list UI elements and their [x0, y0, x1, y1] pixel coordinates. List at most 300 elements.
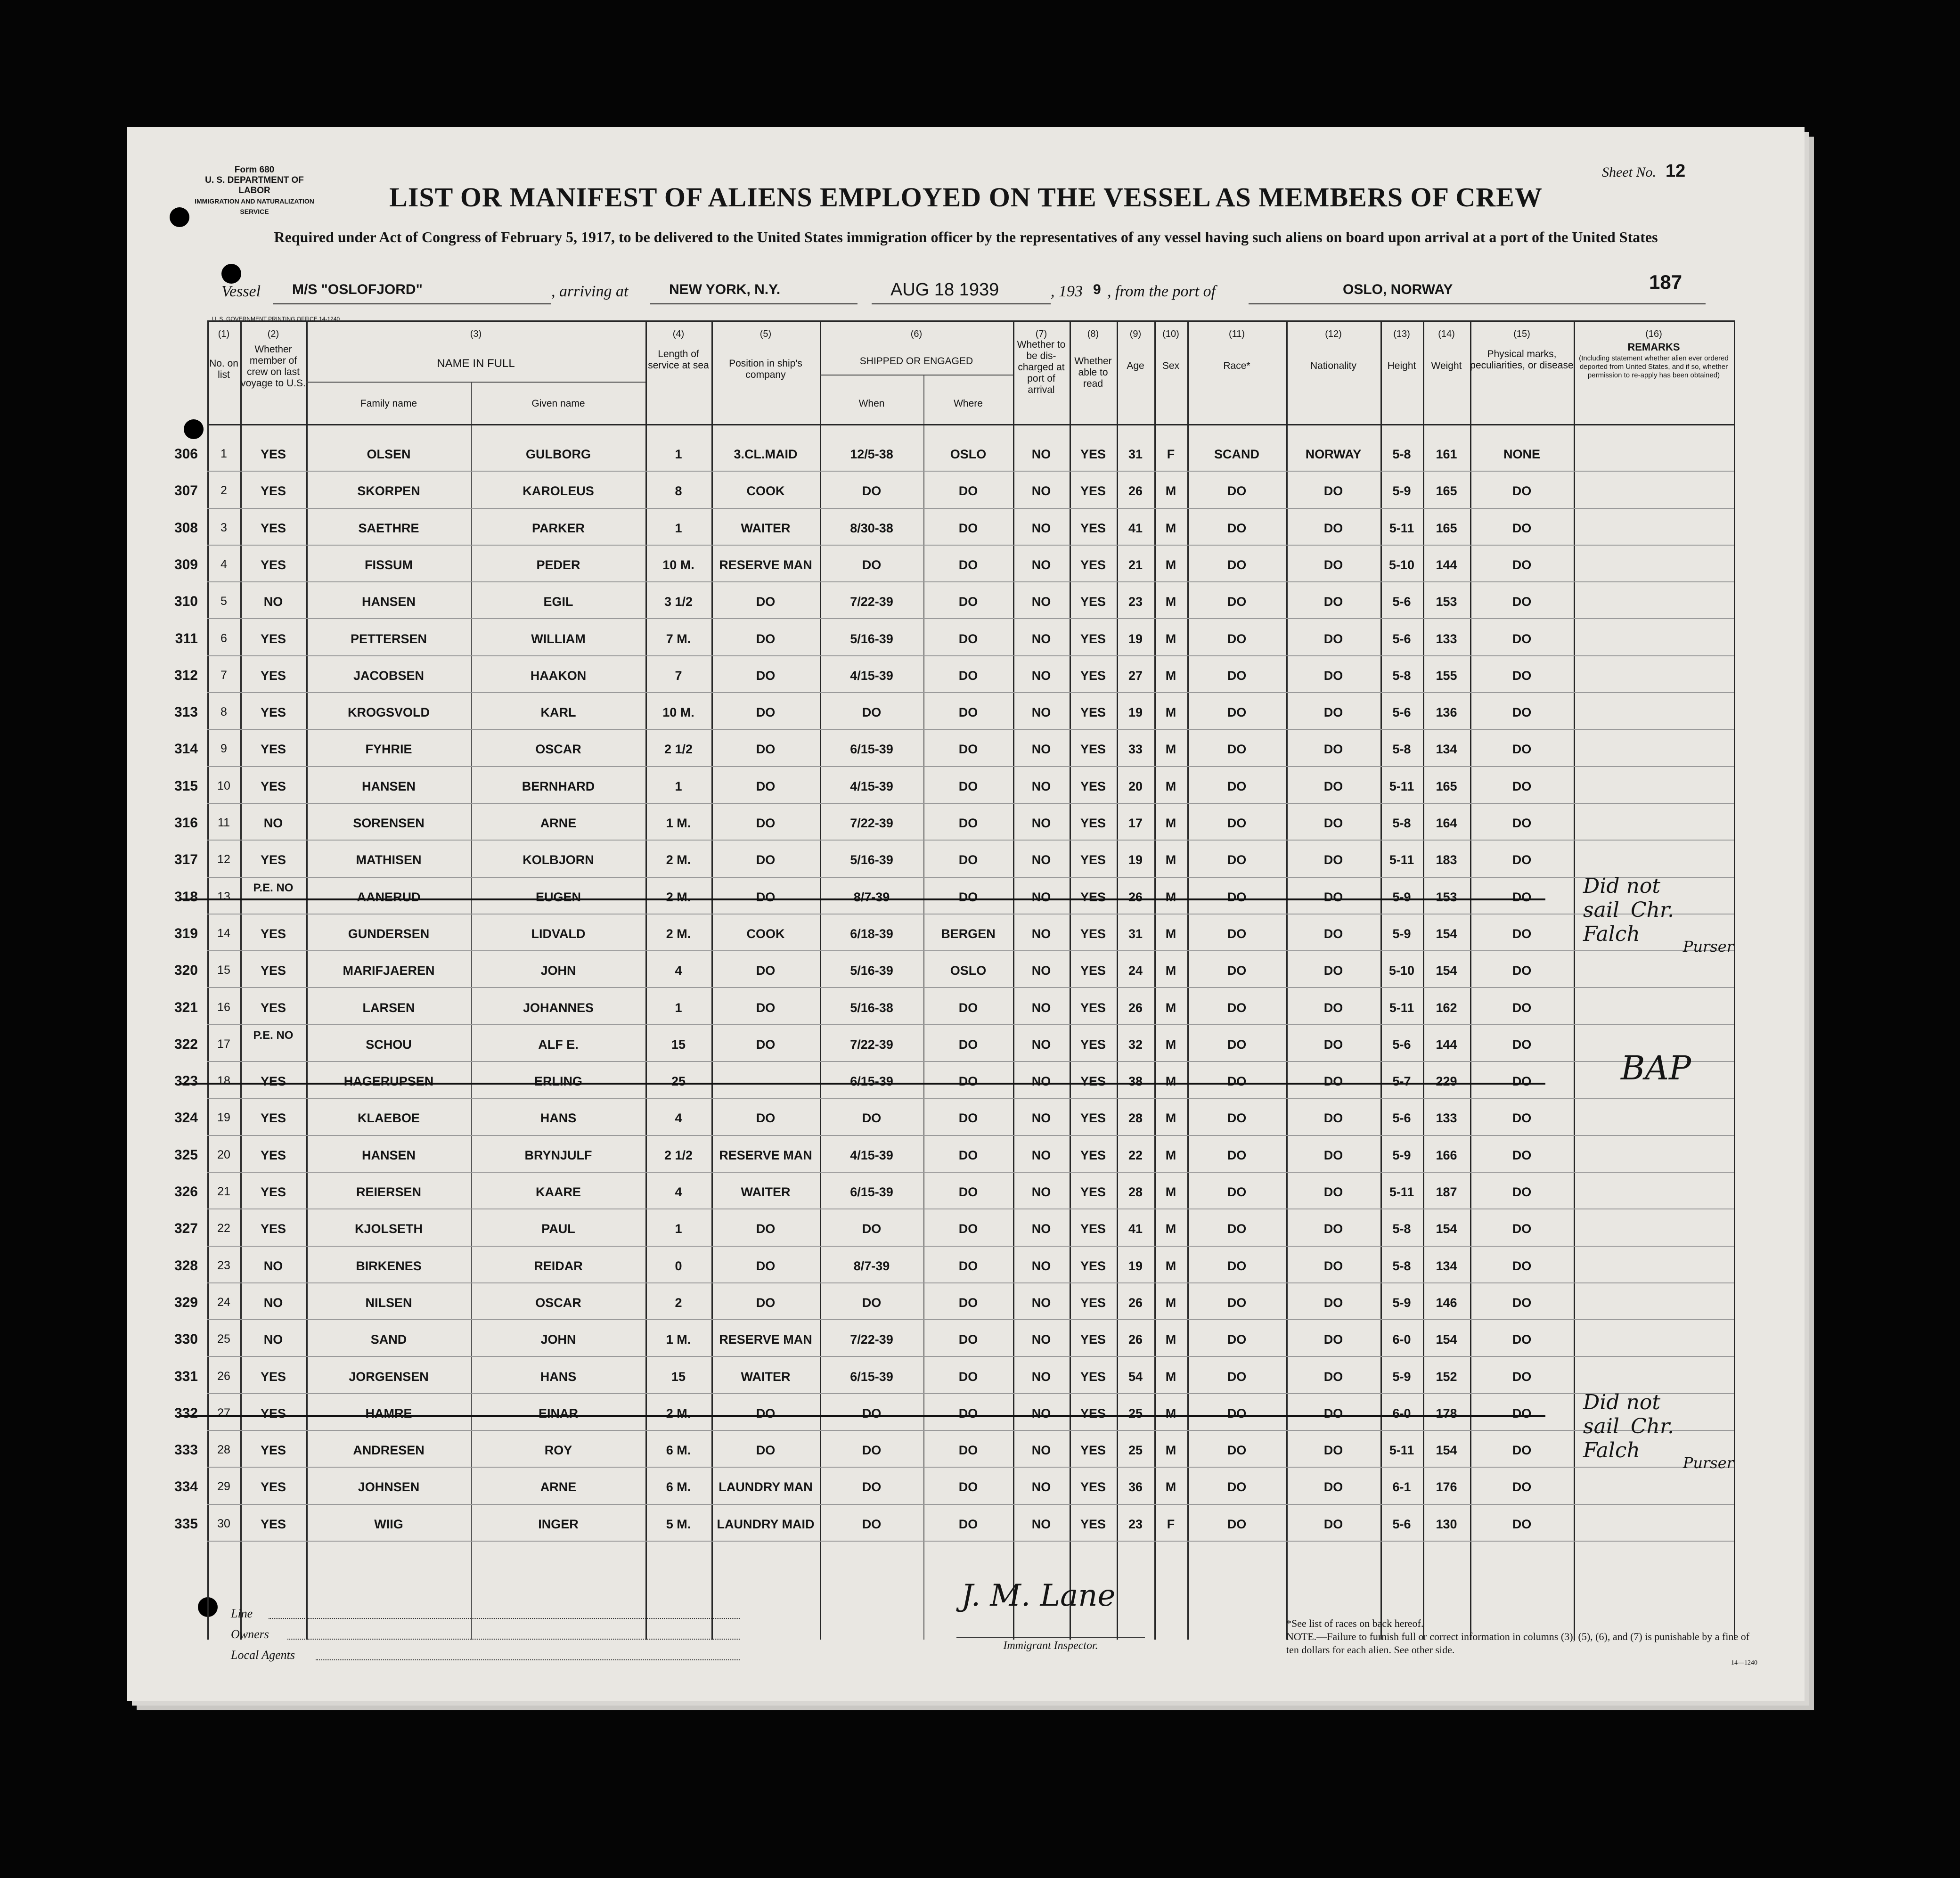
table-row: [174, 436, 1734, 473]
cell-given-name: KARL: [540, 705, 576, 720]
cell-length: 1: [675, 447, 682, 461]
handwritten-remark: [1583, 874, 1734, 955]
cell-sex: M: [1165, 1406, 1176, 1421]
cell-race: DO: [1227, 1517, 1247, 1531]
arrival-date: AUG 18 1939: [890, 280, 999, 300]
cell-last-voyage: YES: [260, 1443, 286, 1458]
column-number: (4): [672, 329, 685, 339]
cell-when: 6/15-39: [850, 1369, 893, 1384]
cell-race: DO: [1227, 1111, 1247, 1126]
cell-weight: 165: [1436, 484, 1457, 498]
cell-discharged: NO: [1031, 1148, 1051, 1162]
cell-position: COOK: [746, 926, 785, 941]
form-number: Form 680: [234, 165, 275, 175]
cell-last-voyage: YES: [260, 779, 286, 793]
form-code: 14—1240: [1731, 1659, 1757, 1666]
header-length-of-service: Length of service at sea: [648, 349, 709, 371]
cell-when: 7/22-39: [850, 595, 893, 609]
cell-given-name: INGER: [538, 1517, 579, 1531]
cell-no: 16: [217, 1000, 230, 1014]
cell-last-voyage: NO: [263, 1295, 283, 1310]
cell-discharged: NO: [1031, 595, 1051, 609]
table-row: [174, 952, 1734, 989]
cell-age: 26: [1128, 1000, 1143, 1015]
cell-weight: 154: [1436, 1332, 1457, 1347]
table-row: [175, 621, 1734, 657]
cell-physical: DO: [1512, 1111, 1532, 1126]
cell-where: DO: [958, 853, 978, 867]
cell-nationality: DO: [1323, 1037, 1343, 1052]
table-row: [174, 1063, 1734, 1100]
cell-age: 19: [1128, 1258, 1143, 1273]
cell-age: 17: [1128, 816, 1143, 830]
cell-able-to-read: YES: [1080, 890, 1106, 904]
cell-given-name: EINAR: [538, 1406, 578, 1421]
cell-height: 5-10: [1388, 963, 1415, 978]
cell-when: 8/7-39: [853, 1258, 890, 1273]
table-row: [174, 1137, 1734, 1174]
cell-family-name: AANERUD: [357, 890, 421, 904]
table-row: [174, 1321, 1734, 1358]
cell-when: 8/7-39: [853, 890, 890, 904]
cell-family-name: GUNDERSEN: [348, 926, 430, 941]
line-label: Line: [231, 1607, 253, 1620]
cell-family-name: REIERSEN: [356, 1185, 422, 1199]
cell-age: 36: [1128, 1480, 1143, 1494]
cell-family-name: BIRKENES: [356, 1258, 422, 1273]
cell-position: DO: [756, 595, 776, 609]
cell-height: 5-11: [1389, 1185, 1414, 1199]
table-row: [174, 510, 1734, 547]
cell-where: DO: [958, 1148, 978, 1162]
service: IMMIGRATION AND NATURALIZATION SERVICE: [195, 197, 314, 215]
table-row: [174, 1026, 1734, 1063]
cell-given-name: ROY: [544, 1443, 572, 1458]
cell-nationality: DO: [1323, 1332, 1343, 1347]
cell-height: 5-8: [1392, 742, 1411, 757]
cell-able-to-read: YES: [1080, 1074, 1106, 1089]
cell-discharged: NO: [1031, 705, 1051, 720]
cell-family-name: NILSEN: [365, 1295, 412, 1310]
local-agents-label: Local Agents: [231, 1648, 295, 1662]
crew-table: [174, 320, 1734, 1640]
cell-when: 7/22-39: [850, 1332, 893, 1347]
cell-discharged: NO: [1031, 1332, 1051, 1347]
cell-position: DO: [756, 779, 776, 793]
cell-family-name: HANSEN: [361, 595, 416, 609]
cell-nationality: DO: [1323, 779, 1343, 793]
cell-height: 5-6: [1392, 631, 1411, 646]
cell-nationality: DO: [1323, 1074, 1343, 1089]
cell-family-name: PETTERSEN: [350, 631, 427, 646]
cell-when: DO: [862, 705, 882, 720]
cell-discharged: NO: [1031, 742, 1051, 757]
cell-last-voyage: YES: [260, 1148, 286, 1162]
cell-where: DO: [958, 1258, 978, 1273]
cell-weight: 154: [1436, 926, 1457, 941]
cell-discharged: NO: [1031, 1111, 1051, 1126]
cell-weight: 133: [1436, 631, 1457, 646]
cell-length: 2 M.: [666, 853, 691, 867]
cell-last-voyage: YES: [260, 705, 286, 720]
cell-able-to-read: YES: [1080, 521, 1106, 535]
cell-race: DO: [1227, 1295, 1247, 1310]
cell-discharged: NO: [1031, 1222, 1051, 1236]
cell-height: 5-8: [1392, 447, 1411, 461]
cell-age: 26: [1128, 1332, 1143, 1347]
list-line-number: 317: [174, 852, 198, 868]
cell-when: 4/15-39: [850, 1148, 893, 1162]
cell-position: WAITER: [741, 521, 791, 535]
cell-age: 38: [1128, 1074, 1143, 1089]
cell-length: 6 M.: [666, 1480, 691, 1494]
cell-weight: 155: [1436, 668, 1457, 683]
cell-family-name: LARSEN: [362, 1000, 415, 1015]
cell-age: 31: [1128, 447, 1143, 461]
cell-discharged: NO: [1031, 631, 1051, 646]
list-line-number: 332: [174, 1405, 198, 1421]
cell-where: DO: [958, 1332, 978, 1347]
cell-age: 32: [1128, 1037, 1143, 1052]
cell-position: DO: [756, 1443, 776, 1458]
cell-nationality: DO: [1323, 890, 1343, 904]
cell-physical: DO: [1512, 926, 1532, 941]
cell-physical: DO: [1512, 816, 1532, 830]
cell-able-to-read: YES: [1080, 631, 1106, 646]
cell-sex: M: [1165, 742, 1176, 757]
header-where: Where: [954, 398, 983, 409]
cell-sex: M: [1165, 779, 1176, 793]
cell-length: 1: [675, 1000, 682, 1015]
cell-family-name: SAETHRE: [358, 521, 419, 535]
cell-age: 33: [1128, 742, 1143, 757]
cell-where: DO: [958, 668, 978, 683]
cell-height: 5-11: [1389, 853, 1414, 867]
cell-age: 26: [1128, 1295, 1143, 1310]
cell-last-voyage: NO: [263, 1258, 283, 1273]
cell-able-to-read: YES: [1080, 1517, 1106, 1531]
cell-race: DO: [1227, 890, 1247, 904]
column-number: (13): [1393, 329, 1410, 339]
cell-family-name: MATHISEN: [356, 853, 422, 867]
list-line-number: 316: [174, 815, 198, 831]
cell-length: 7: [675, 668, 682, 683]
cell-no: 29: [217, 1480, 230, 1494]
cell-last-voyage: NO: [263, 816, 283, 830]
cell-length: 1 M.: [666, 816, 691, 830]
cell-sex: M: [1165, 521, 1176, 535]
cell-length: 15: [671, 1369, 686, 1384]
list-line-number: 319: [174, 925, 198, 941]
cell-given-name: JOHN: [540, 1332, 576, 1347]
cell-family-name: KLAEBOE: [357, 1111, 420, 1126]
cell-family-name: HANSEN: [361, 1148, 416, 1162]
table-row: [174, 1358, 1734, 1395]
cell-able-to-read: YES: [1080, 447, 1106, 461]
column-number: (5): [760, 329, 772, 339]
cell-discharged: NO: [1031, 1480, 1051, 1494]
cell-given-name: JOHN: [540, 963, 576, 978]
page-subtitle: Required under Act of Congress of February 5, 1917, to be delivered to the United States immigration officer by the representatives of any vessel having such aliens on board upon arrival at a port of the United States: [274, 229, 1658, 245]
cell-physical: DO: [1512, 1332, 1532, 1347]
cell-given-name: PARKER: [531, 521, 585, 535]
header-race: Race*: [1223, 360, 1250, 371]
printing-office: U. S. GOVERNMENT PRINTING OFFICE 14-1240: [212, 316, 340, 322]
cell-where: DO: [958, 816, 978, 830]
header-weight: Weight: [1431, 360, 1462, 371]
table-row: [174, 473, 1734, 509]
cell-given-name: KOLBJORN: [523, 853, 594, 867]
cell-nationality: DO: [1323, 557, 1343, 572]
table-row: [174, 989, 1734, 1026]
cell-where: DO: [958, 1037, 978, 1052]
cell-family-name: SORENSEN: [353, 816, 425, 830]
cell-height: 5-9: [1392, 1295, 1411, 1310]
cell-age: 23: [1128, 595, 1143, 609]
cell-height: 5-6: [1392, 1517, 1411, 1531]
list-line-number: 325: [174, 1147, 198, 1163]
cell-able-to-read: YES: [1080, 705, 1106, 720]
column-number: (6): [910, 329, 923, 339]
cell-when: 6/18-39: [850, 926, 893, 941]
cell-able-to-read: YES: [1080, 1369, 1106, 1384]
list-line-number: 322: [174, 1036, 198, 1052]
cell-where: DO: [958, 484, 978, 498]
cell-where: BERGEN: [941, 926, 996, 941]
cell-last-voyage: YES: [260, 447, 286, 461]
cell-physical: DO: [1512, 1222, 1532, 1236]
cell-height: 5-6: [1392, 595, 1411, 609]
cell-height: 5-9: [1392, 926, 1411, 941]
cell-nationality: DO: [1323, 853, 1343, 867]
list-line-number: 331: [174, 1368, 198, 1384]
cell-physical: DO: [1512, 521, 1532, 535]
cell-position: DO: [756, 853, 776, 867]
column-number: (16): [1645, 329, 1662, 339]
cell-position: DO: [756, 963, 776, 978]
remark-text: Did not sail: [1583, 874, 1661, 922]
cell-age: 20: [1128, 779, 1143, 793]
cell-no: 22: [217, 1222, 230, 1235]
cell-family-name: SKORPEN: [357, 484, 420, 498]
cell-where: DO: [958, 1443, 978, 1458]
cell-given-name: BERNHARD: [522, 779, 595, 793]
cell-given-name: BRYNJULF: [524, 1148, 592, 1162]
cell-weight: 165: [1436, 521, 1457, 535]
cell-discharged: NO: [1031, 853, 1051, 867]
cell-age: 19: [1128, 631, 1143, 646]
cell-physical: DO: [1512, 742, 1532, 757]
header-able-to-read: Whether able to read: [1074, 356, 1112, 389]
cell-length: 2 M.: [666, 1406, 691, 1421]
cell-physical: DO: [1512, 1406, 1532, 1421]
cell-when: 6/15-39: [850, 742, 893, 757]
cell-age: 24: [1128, 963, 1143, 978]
column-number: (1): [218, 329, 230, 339]
list-line-number: 321: [174, 999, 198, 1015]
cell-no: 28: [217, 1443, 230, 1457]
cell-age: 41: [1128, 521, 1143, 535]
cell-able-to-read: YES: [1080, 595, 1106, 609]
table-row: [174, 1174, 1734, 1210]
cell-height: 5-11: [1389, 1443, 1414, 1458]
cell-last-voyage: YES: [260, 557, 286, 572]
cell-given-name: ERLING: [534, 1074, 582, 1089]
cell-no: 10: [217, 779, 230, 792]
cell-when: DO: [862, 1295, 882, 1310]
cell-where: OSLO: [950, 447, 987, 461]
punch-hole: [184, 419, 204, 439]
cell-race: DO: [1227, 1258, 1247, 1273]
cell-length: 0: [675, 1258, 682, 1273]
header-remarks: REMARKS: [1627, 341, 1680, 353]
cell-no: 24: [217, 1295, 230, 1309]
strike-through-line: [179, 898, 1545, 900]
cell-weight: 146: [1436, 1295, 1457, 1310]
list-line-number: 327: [174, 1221, 198, 1237]
cell-physical: DO: [1512, 1074, 1532, 1089]
cell-physical: DO: [1512, 1037, 1532, 1052]
cell-discharged: NO: [1031, 1185, 1051, 1199]
cell-last-voyage: NO: [263, 1332, 283, 1347]
cell-family-name: JOHNSEN: [358, 1480, 420, 1494]
cell-race: DO: [1227, 631, 1247, 646]
cell-position: RESERVE MAN: [719, 1148, 812, 1162]
cell-age: 19: [1128, 853, 1143, 867]
cell-length: 4: [675, 1111, 682, 1126]
list-line-number: 313: [174, 704, 198, 720]
cell-race: DO: [1227, 1185, 1247, 1199]
cell-physical: DO: [1512, 1185, 1532, 1199]
cell-height: 5-8: [1392, 1222, 1411, 1236]
cell-position: DO: [756, 1111, 776, 1126]
cell-weight: 154: [1436, 1443, 1457, 1458]
cell-family-name: JACOBSEN: [353, 668, 425, 683]
header-discharged: Whether to be dis-charged at port of arrival: [1017, 339, 1066, 395]
cell-position: 3.CL.MAID: [734, 447, 798, 461]
cell-given-name: LIDVALD: [531, 926, 586, 941]
list-line-number: 330: [174, 1331, 198, 1347]
cell-given-name: EGIL: [543, 595, 573, 609]
cell-given-name: PEDER: [536, 557, 580, 572]
cell-sex: F: [1167, 447, 1175, 461]
cell-race: DO: [1227, 1074, 1247, 1089]
cell-able-to-read: YES: [1080, 668, 1106, 683]
cell-race: DO: [1227, 557, 1247, 572]
cell-where: DO: [958, 742, 978, 757]
header-position: Position in ship's company: [729, 358, 802, 380]
cell-sex: M: [1165, 1480, 1176, 1494]
cell-discharged: NO: [1031, 1406, 1051, 1421]
cell-no: 18: [217, 1074, 230, 1088]
cell-when: 7/22-39: [850, 816, 893, 830]
list-line-number: 326: [174, 1184, 198, 1200]
cell-where: DO: [958, 890, 978, 904]
table-row: [174, 547, 1734, 583]
cell-age: 22: [1128, 1148, 1143, 1162]
cell-no: 19: [217, 1111, 230, 1125]
cell-physical: NONE: [1503, 447, 1540, 461]
cell-race: DO: [1227, 963, 1247, 978]
cell-weight: 153: [1436, 890, 1457, 904]
table-row: [174, 1469, 1734, 1505]
cell-no: 7: [220, 668, 227, 682]
cell-length: 10 M.: [662, 557, 694, 572]
cell-given-name: WILLIAM: [531, 631, 586, 646]
cell-last-voyage: YES: [260, 631, 286, 646]
cell-nationality: DO: [1323, 1148, 1343, 1162]
cell-able-to-read: YES: [1080, 853, 1106, 867]
table-row: [174, 1248, 1734, 1284]
header-nationality: Nationality: [1310, 360, 1357, 371]
cell-when: 8/30-38: [850, 521, 893, 535]
cell-length: 2 1/2: [664, 1148, 693, 1162]
cell-given-name: REIDAR: [534, 1258, 583, 1273]
cell-weight: 154: [1436, 963, 1457, 978]
cell-no: 3: [220, 521, 227, 534]
cell-last-voyage: YES: [260, 1222, 286, 1236]
header-shipped-or-engaged: SHIPPED OR ENGAGED: [859, 356, 973, 367]
cell-given-name: HANS: [540, 1111, 577, 1126]
cell-race: DO: [1227, 1480, 1247, 1494]
cell-nationality: DO: [1323, 1111, 1343, 1126]
cell-length: 2 1/2: [664, 742, 693, 757]
cell-last-voyage: P.E. NO: [253, 881, 294, 894]
cell-race: DO: [1227, 595, 1247, 609]
cell-last-voyage: YES: [260, 1406, 286, 1421]
cell-length: 2: [675, 1295, 682, 1310]
header-given-name: Given name: [531, 398, 585, 409]
cell-sex: M: [1165, 705, 1176, 720]
arrival-port: NEW YORK, N.Y.: [669, 282, 781, 297]
punch-hole: [221, 264, 241, 284]
cell-length: 4: [675, 1185, 682, 1199]
cell-sex: M: [1165, 853, 1176, 867]
cell-position: RESERVE MAN: [719, 557, 812, 572]
cell-length: 8: [675, 484, 682, 498]
cell-race: DO: [1227, 926, 1247, 941]
cell-weight: 144: [1436, 557, 1457, 572]
cell-when: DO: [862, 1222, 882, 1236]
cell-discharged: NO: [1031, 1517, 1051, 1531]
cell-age: 19: [1128, 705, 1143, 720]
cell-physical: DO: [1512, 779, 1532, 793]
cell-position: DO: [756, 1258, 776, 1273]
page-stamp: 187: [1649, 271, 1682, 293]
list-line-number: 309: [174, 556, 198, 572]
table-row: [174, 841, 1734, 878]
header-remarks-note: (Including statement whether alien ever ordered deported from United States, and if so, whether permission to re-apply has been obtained): [1579, 354, 1729, 379]
cell-nationality: DO: [1323, 1185, 1343, 1199]
cell-position: DO: [756, 1000, 776, 1015]
cell-age: 26: [1128, 890, 1143, 904]
cell-when: 4/15-39: [850, 779, 893, 793]
cell-given-name: EUGEN: [535, 890, 581, 904]
cell-when: DO: [862, 1517, 882, 1531]
cell-sex: M: [1165, 595, 1176, 609]
cell-position: COOK: [746, 484, 785, 498]
column-number: (11): [1228, 329, 1245, 339]
cell-race: DO: [1227, 1148, 1247, 1162]
cell-race: DO: [1227, 742, 1247, 757]
table-row: [174, 805, 1734, 841]
cell-sex: M: [1165, 1111, 1176, 1126]
cell-when: DO: [862, 484, 882, 498]
cell-nationality: DO: [1323, 742, 1343, 757]
remark-signature: Chr. Falch: [1583, 898, 1674, 946]
cell-length: 2 M.: [666, 890, 691, 904]
cell-no: 15: [217, 963, 230, 977]
